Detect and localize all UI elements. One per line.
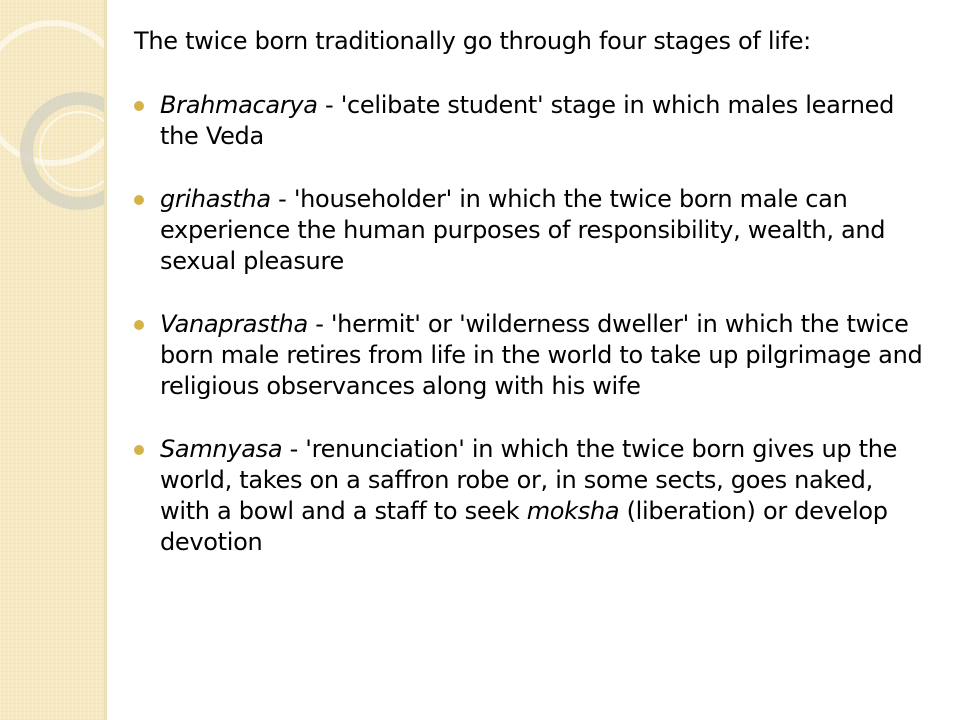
stage-description: - 'householder' in which the twice born male can experience the human purposes of responsibility, wealth, and sexual pleasure bbox=[160, 185, 886, 275]
stage-item-brahmacarya bbox=[134, 90, 924, 152]
stage-term: Vanaprastha bbox=[160, 310, 308, 338]
stage-item-grihastha bbox=[134, 184, 924, 277]
slide-content bbox=[134, 24, 924, 590]
stage-term: Samnyasa bbox=[160, 435, 283, 463]
stage-item-vanaprastha bbox=[134, 309, 924, 402]
stage-description: - 'renunciation' in which the twice born gives up the world, takes on a saffron robe or, in some sects, goes naked, with a bowl and a staff to seek bbox=[160, 435, 898, 525]
decorative-side-band bbox=[0, 0, 105, 720]
bullet-dot-icon bbox=[134, 195, 144, 205]
stage-item-samnyasa bbox=[134, 434, 924, 558]
bullet-dot-icon bbox=[134, 101, 144, 111]
moksha-term: moksha bbox=[526, 497, 620, 525]
stage-description: - 'celibate student' stage in which males learned the Veda bbox=[160, 91, 895, 150]
bullet-dot-icon bbox=[134, 445, 144, 455]
intro-text: The twice born traditionally go through four stages of life: bbox=[134, 27, 811, 55]
stage-description-end: (liberation) or develop devotion bbox=[160, 497, 888, 556]
stage-term: grihastha bbox=[160, 185, 271, 213]
stages-list bbox=[134, 90, 924, 558]
decorative-edge-strip bbox=[104, 0, 107, 720]
stage-description: - 'hermit' or 'wilderness dweller' in which the twice born male retires from life in the world to take up pilgrimage and religious observances along with his wife bbox=[160, 310, 923, 400]
bullet-dot-icon bbox=[134, 320, 144, 330]
stage-term: Brahmacarya bbox=[160, 91, 318, 119]
